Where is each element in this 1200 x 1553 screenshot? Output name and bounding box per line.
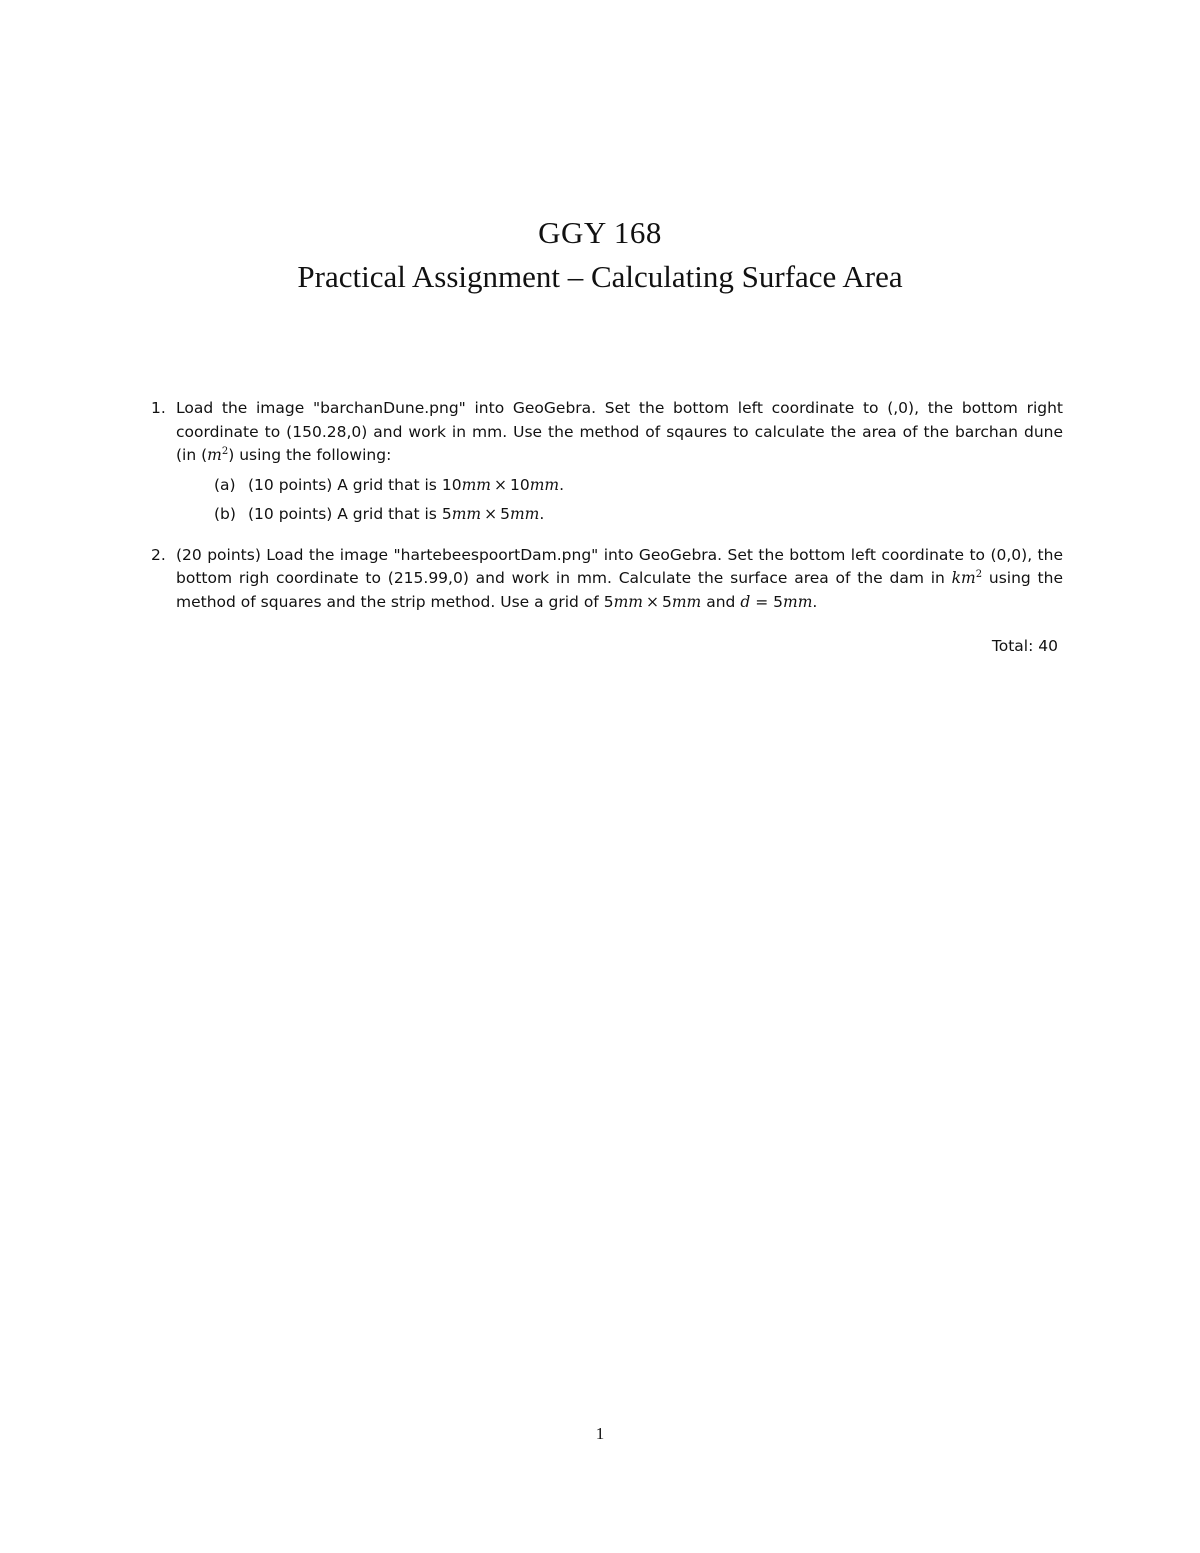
grid-size: 5mm × 5mm. (441, 505, 545, 523)
question-text-after-unit: ) using the following: (228, 446, 392, 464)
page-number: 1 (595, 1424, 605, 1443)
and-text: and (706, 592, 736, 611)
subpart-a (176, 474, 1063, 498)
subpart-list (176, 474, 1063, 527)
question-list (143, 397, 1063, 614)
unit-symbol: $km^2$ (951, 568, 983, 587)
total-value: 40 (1038, 637, 1058, 655)
subpart-text: (10 points) A grid that is (248, 475, 437, 494)
grid-size: 10mm × 10mm. (441, 475, 565, 494)
question-text: Load the image "barchanDune.png" into GeoGebra. Set the bottom left coordinate to (,0), the bottom right coordinate to (150.28,0) and work in mm. Use the method of sqaures to calculate the area of the barchan dune (in (176, 399, 1063, 464)
strip-width: d = 5mm. (740, 592, 818, 611)
subpart-label: (a) (214, 475, 236, 494)
course-code: GGY 168 (538, 215, 662, 250)
subpart-text: (10 points) A grid that is (248, 505, 437, 523)
question-number: 1. (151, 399, 166, 417)
grid-size: 5mm × 5mm (603, 592, 702, 611)
total-points (143, 637, 1058, 655)
question-text: (20 points) Load the image "hartebeespoortDam.png" into GeoGebra. Set the bottom left coordinate to (0,0), the bottom righ coordinate to (215.99,0) and work in mm. Calculate the surface area of the dam in (176, 545, 1063, 587)
page-title: Practical Assignment – Calculating Surface Area (297, 259, 903, 294)
subpart-b (176, 503, 1063, 527)
title-block (0, 212, 1200, 298)
question-2 (143, 544, 1063, 615)
subpart-label: (b) (214, 505, 236, 523)
total-label: Total: (991, 637, 1034, 655)
unit-symbol: $m^2$ (207, 445, 229, 464)
question-1: 1. Load the image "barchanDune.png" into GeoGebra. Set the bottom left coordinate to (,0), the bottom right coordinate to (150.28,0) and work in mm. Use the method of sqaures to calculate the area of the barchan dune (in $(m^2)$ using the following: (a) (10 points) A grid that is 10mm × 10mm. (b) (10 points) A grid that is 5mm × 5mm. (143, 397, 1063, 527)
question-text-after-unit: using the method of squares and the strip method. Use a grid of (176, 569, 1063, 611)
question-number: 2. (151, 545, 166, 564)
